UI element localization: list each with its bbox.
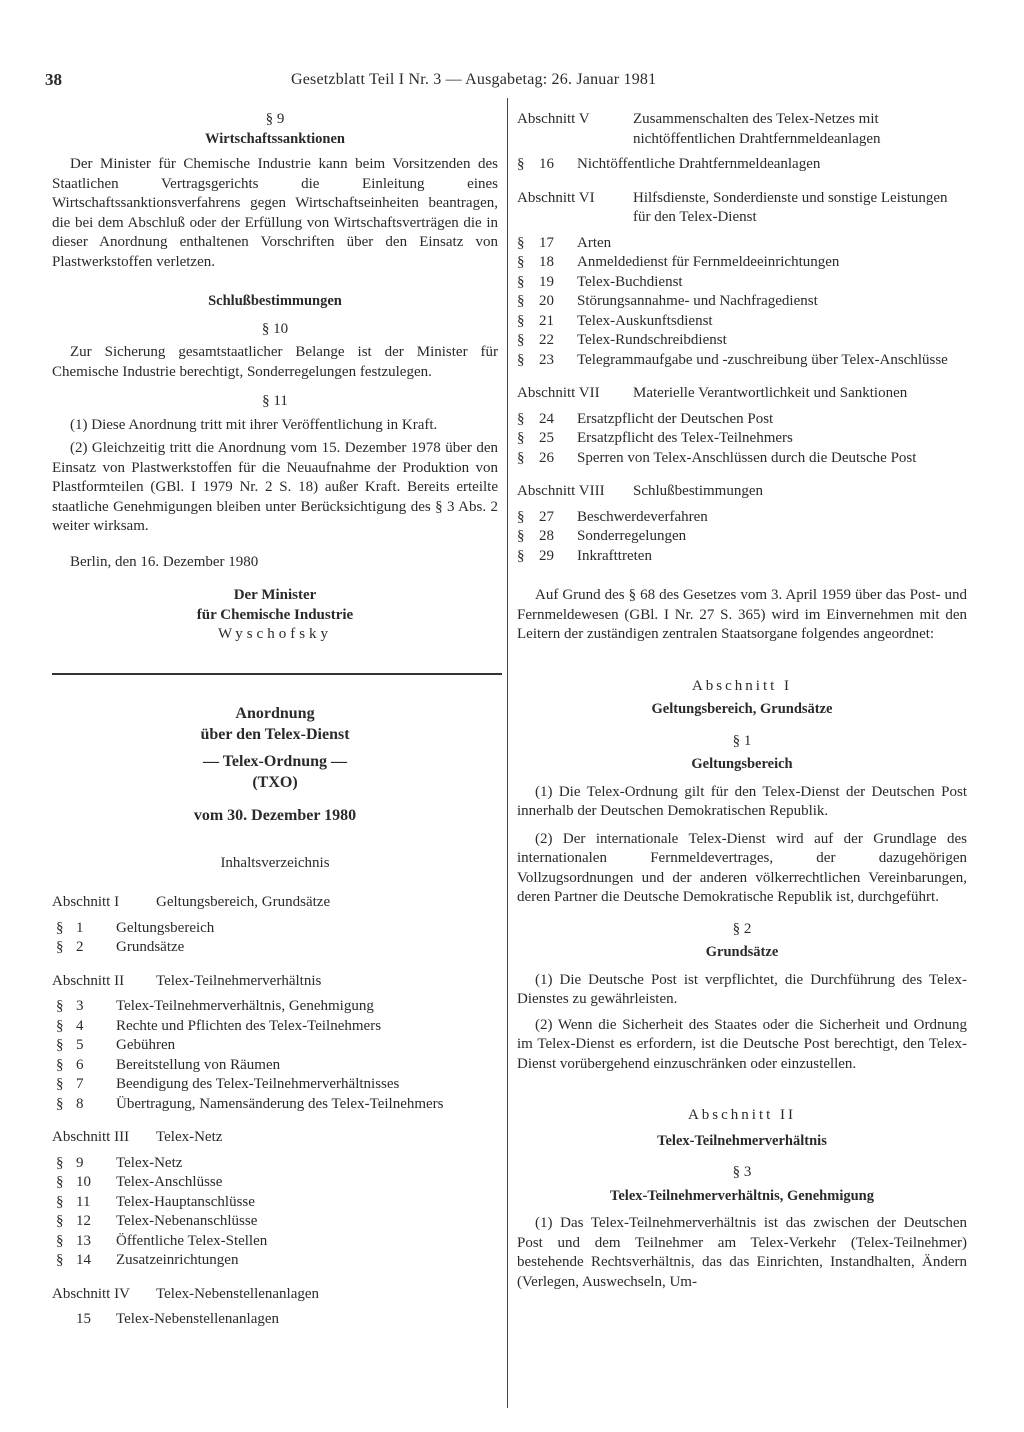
para-2-subsection-2: (2) Wenn die Sicherheit des Staates oder die Sicherheit und Ordnung im Telex-Dienst es erfordern, ist die Deutsche Post berechtigt, den Telex-Dienst vorübergehend einzuschränken oder einzustellen.: [517, 1016, 967, 1072]
toc-entry-section-sign: §: [517, 430, 525, 446]
toc-section-title: Telex-Teilnehmerverhältnis: [156, 972, 322, 989]
para-1-subsection-2: (2) Der internationale Telex-Dienst wird auf der Grundlage des internationalen Fernmeldevertrages, der dazugehörigen Vollzugsordnungen und der anderen völkerrechtlichen Vereinbarungen, deren Partner die Deutsche Demokratische Republik ist, durchgeführt.: [517, 830, 967, 905]
toc-entry-title: Öffentliche Telex-Stellen: [116, 1232, 268, 1249]
toc-entry: [517, 234, 967, 254]
toc-entry: [517, 429, 967, 449]
toc-entry-number: 23: [539, 351, 554, 368]
toc-entry-number: 19: [539, 273, 554, 290]
toc-entry-title: Ersatzpflicht des Telex-Teilnehmers: [577, 430, 793, 446]
para-3-heading: Telex-Teilnehmerverhältnis, Genehmigung: [610, 1187, 874, 1204]
toc-section-label: Abschnitt VIII: [517, 483, 605, 499]
toc-entry-title: Telex-Rundschreibdienst: [577, 332, 727, 348]
toc-entry-section-sign: §: [56, 998, 64, 1014]
toc-entry-section-sign: §: [517, 332, 525, 348]
toc-entry: [517, 331, 967, 351]
section-9-heading: Wirtschaftssanktionen: [205, 130, 345, 147]
toc-section-label: Abschnitt V: [517, 111, 590, 127]
toc-section-label: Abschnitt III: [52, 1129, 130, 1145]
toc-entry-section-sign: §: [517, 273, 525, 290]
toc-section-title: Schlußbestimmungen: [633, 483, 763, 499]
toc-entry-section-sign: §: [517, 410, 525, 427]
toc-entry-section-sign: §: [56, 1095, 64, 1112]
place-date: Berlin, den 16. Dezember 1980: [70, 553, 259, 570]
toc-entry-title: Arten: [577, 234, 612, 251]
toc-section-title: Zusammenschalten des Telex-Netzes mit nichtöffentlichen Drahtfernmeldeanlagen: [633, 111, 881, 147]
toc-entry: [517, 410, 967, 430]
toc-entry: [517, 547, 967, 567]
toc-section-title: Materielle Verantwortlichkeit und Sanktionen: [633, 385, 908, 401]
toc-entry: [517, 351, 967, 371]
toc-entry-number: 20: [539, 293, 554, 309]
toc-entry: [52, 938, 498, 958]
toc-entry-title: Telex-Nebenanschlüsse: [116, 1213, 258, 1229]
toc-entry-section-sign: §: [56, 1017, 64, 1034]
toc-section-heading: [517, 110, 967, 149]
toc-entry: [52, 1056, 498, 1076]
toc-entry-number: 11: [76, 1193, 91, 1210]
para-2-subsection-1: (1) Die Deutsche Post ist verpflichtet, die Durchführung des Telex-Dienstes zu gewährleisten.: [517, 971, 967, 1007]
toc-entry-number: 6: [76, 1056, 84, 1073]
toc-entry: [517, 449, 967, 469]
toc-entry-title: Geltungsbereich: [116, 919, 215, 936]
toc-entry-title: Übertragung, Namensänderung des Telex-Teilnehmers: [116, 1095, 444, 1112]
toc-entry: [517, 273, 967, 293]
toc-entry-section-sign: [52, 1310, 76, 1330]
document-title-3: — Telex-Ordnung —: [202, 752, 348, 770]
toc-entry-title: Rechte und Pflichten des Telex-Teilnehmers: [116, 1017, 382, 1034]
toc-entry-number: 25: [539, 430, 554, 446]
para-3-sign: § 3: [732, 1164, 752, 1180]
toc-entry-title: Telegrammaufgabe und -zuschreibung über Telex-Anschlüsse: [577, 351, 948, 368]
toc-entry: [52, 1036, 498, 1056]
section-10-sign: § 10: [261, 320, 289, 337]
toc-entry: [517, 292, 967, 312]
toc-section-heading: [52, 1285, 498, 1305]
toc-entry-number: 29: [539, 547, 554, 564]
page-number: 38: [45, 70, 62, 89]
toc-entry-section-sign: §: [517, 449, 525, 466]
table-of-contents-right: [517, 110, 967, 566]
page-header: [45, 70, 705, 94]
table-of-contents-left: [52, 893, 498, 1330]
toc-entry-number: 24: [539, 410, 554, 427]
section-11-sign: § 11: [262, 393, 288, 409]
section-11-paragraph-1: (1) Diese Anordnung tritt mit ihrer Veröffentlichung in Kraft.: [70, 416, 438, 433]
toc-entry: [517, 508, 967, 528]
toc-section-title: Hilfsdienste, Sonderdienste und sonstige Leistungen für den Telex-Dienst: [633, 189, 948, 225]
toc-entry-title: Gebühren: [116, 1037, 176, 1053]
toc-section-label: Abschnitt I: [52, 894, 120, 910]
toc-entry-number: 3: [76, 998, 84, 1014]
document-title-1: Anordnung: [235, 704, 315, 722]
para-1-heading: Geltungsbereich: [691, 756, 793, 772]
toc-entry: [52, 1193, 498, 1213]
toc-entry-section-sign: §: [517, 156, 525, 172]
toc-entry-number: 7: [76, 1076, 84, 1092]
toc-entry-number: 4: [76, 1017, 84, 1034]
toc-entry-number: 14: [76, 1252, 91, 1268]
signer-title-line-1: Der Minister: [233, 587, 317, 603]
section-I-label: Abschnitt I: [691, 677, 793, 694]
toc-entry-title: Sperren von Telex-Anschlüssen durch die Deutsche Post: [577, 449, 917, 466]
para-2-heading: Grundsätze: [705, 944, 779, 960]
toc-entry: [52, 1212, 498, 1232]
right-column: [517, 110, 967, 1292]
toc-entry: [517, 527, 967, 547]
toc-entry-title: Anmeldedienst für Fernmeldeeinrichtungen: [577, 254, 840, 270]
toc-entry-title: Sonderregelungen: [577, 528, 687, 544]
toc-entry-number: 15: [76, 1311, 91, 1327]
toc-section-heading: [52, 893, 498, 913]
signer-name: Wyschofsky: [217, 626, 333, 642]
toc-section-label: Abschnitt II: [52, 972, 125, 989]
toc-section-title: Geltungsbereich, Grundsätze: [156, 894, 331, 910]
toc-entry-number: 2: [76, 939, 84, 955]
toc-entry-title: Telex-Buchdienst: [577, 273, 683, 290]
toc-entry-number: 10: [76, 1174, 91, 1190]
toc-entry-title: Nichtöffentliche Drahtfernmeldeanlagen: [577, 156, 821, 172]
column-divider: [507, 98, 508, 1408]
toc-entry-title: Telex-Anschlüsse: [116, 1174, 223, 1190]
para-1-subsection-1: (1) Die Telex-Ordnung gilt für den Telex-Dienst der Deutschen Post innerhalb der Deutschen Demokratischen Republik.: [517, 783, 967, 819]
toc-entry-number: 1: [76, 919, 84, 936]
toc-entry-title: Beendigung des Telex-Teilnehmerverhältnisses: [116, 1076, 400, 1092]
toc-entry-section-sign: §: [56, 1154, 64, 1171]
toc-entry-section-sign: §: [56, 1252, 64, 1268]
toc-section-heading: [517, 384, 967, 404]
toc-entry-section-sign: §: [517, 312, 525, 329]
toc-entry: [517, 312, 967, 332]
toc-entry-section-sign: §: [517, 254, 525, 270]
toc-title: Inhaltsverzeichnis: [220, 854, 330, 871]
preamble: Auf Grund des § 68 des Gesetzes vom 3. April 1959 über das Post- und Fernmeldewesen (GBl. I Nr. 27 S. 365) wird im Einvernehmen mit den Leitern der zuständigen zentralen Staatsorgane folgendes angeordnet:: [517, 587, 967, 642]
toc-entry-section-sign: §: [56, 1056, 64, 1073]
toc-entry-section-sign: §: [56, 1174, 64, 1190]
toc-section-label: Abschnitt IV: [52, 1285, 130, 1302]
toc-entry-title: Beschwerdeverfahren: [577, 508, 708, 525]
toc-entry-number: 26: [539, 449, 554, 466]
toc-entry-title: Störungsannahme- und Nachfragedienst: [577, 293, 818, 309]
toc-entry-number: 13: [76, 1232, 91, 1249]
toc-entry-title: Ersatzpflicht der Deutschen Post: [577, 410, 774, 427]
toc-entry-section-sign: §: [517, 528, 525, 544]
section-II-label: Abschnitt II: [687, 1107, 797, 1123]
toc-entry-title: Zusatzeinrichtungen: [116, 1252, 239, 1268]
final-provisions-heading: Schlußbestimmungen: [208, 293, 342, 309]
toc-entry-title: Inkrafttreten: [577, 547, 652, 564]
toc-entry-number: 22: [539, 332, 554, 348]
left-column: [52, 110, 498, 1330]
toc-section-heading: [52, 972, 498, 992]
toc-entry-section-sign: §: [56, 1213, 64, 1229]
toc-entry-number: 5: [76, 1037, 84, 1053]
toc-entry: [52, 1075, 498, 1095]
toc-entry: [517, 253, 967, 273]
section-II-title: Telex-Teilnehmerverhältnis: [657, 1132, 827, 1149]
section-10-text: Zur Sicherung gesamtstaatlicher Belange ist der Minister für Chemische Industrie berechtigt, Sonderregelungen festzulegen.: [52, 344, 498, 380]
para-2-sign: § 2: [732, 920, 752, 937]
toc-entry-section-sign: §: [517, 547, 525, 564]
gazette-title: Gesetzblatt Teil I Nr. 3 — Ausgabetag: 26. Januar 1981: [291, 71, 657, 88]
section-9-sign: § 9: [265, 111, 285, 127]
toc-entry: [52, 1310, 498, 1330]
toc-section-title: Telex-Nebenstellenanlagen: [156, 1285, 320, 1302]
toc-entry: [52, 1095, 498, 1115]
toc-entry-number: 18: [539, 254, 554, 270]
toc-section-title: Telex-Netz: [156, 1129, 223, 1145]
para-1-sign: § 1: [732, 732, 752, 749]
toc-entry-section-sign: §: [56, 1037, 64, 1053]
toc-entry-section-sign: §: [517, 234, 525, 251]
toc-entry-number: 16: [539, 156, 554, 172]
document-date: vom 30. Dezember 1980: [193, 806, 357, 824]
toc-entry-section-sign: §: [56, 1193, 64, 1210]
toc-entry-section-sign: §: [56, 1076, 64, 1092]
toc-entry-title: Telex-Teilnehmerverhältnis, Genehmigung: [116, 998, 374, 1014]
toc-entry: [52, 1017, 498, 1037]
section-11-paragraph-2: (2) Gleichzeitig tritt die Anordnung vom 15. Dezember 1978 über den Einsatz von Plastwerkstoffen für die Neuaufnahme der Produktion von Plastformteilen (GBl. I 1979 Nr. 2 S. 18) außer Kraft. Bereits erteilte staatliche Genehmigungen bleiben unter Berücksichtigung des § 3 Abs. 2 weiter wirksam.: [52, 440, 498, 534]
toc-entry-title: Telex-Netz: [116, 1154, 183, 1171]
toc-entry-title: Telex-Hauptanschlüsse: [116, 1193, 255, 1210]
toc-entry-title: Telex-Auskunftsdienst: [577, 312, 713, 329]
toc-entry-section-sign: §: [56, 939, 64, 955]
section-9-text: Der Minister für Chemische Industrie kann beim Vorsitzenden des Staatlichen Vertragsgerichts die Einleitung eines Wirtschaftssanktionsverfahrens gegen Wirtschaftseinheiten beantragen, die bei dem Abschluß oder der Erfüllung von Wirtschaftsverträgen die in dieser Anordnung enthaltenen Vorschriften über den Einsatz von Plastwerkstoffen verletzen.: [52, 156, 498, 270]
toc-entry-title: Grundsätze: [116, 939, 185, 955]
toc-entry: [517, 155, 967, 175]
toc-section-heading: [52, 1128, 498, 1148]
toc-entry-section-sign: §: [517, 293, 525, 309]
toc-entry-number: 9: [76, 1154, 84, 1171]
toc-entry-number: 12: [76, 1213, 91, 1229]
toc-entry: [52, 997, 498, 1017]
toc-entry-title: Bereitstellung von Räumen: [116, 1056, 281, 1073]
toc-entry-number: 21: [539, 312, 554, 329]
toc-section-heading: [517, 189, 967, 228]
toc-entry: [52, 1173, 498, 1193]
toc-entry-section-sign: §: [517, 351, 525, 368]
toc-section-heading: [517, 482, 967, 502]
toc-entry: [52, 1232, 498, 1252]
para-3-subsection-1: (1) Das Telex-Teilnehmerverhältnis ist das zwischen der Deutschen Post und dem Teilnehmer am Telex-Verkehr (Telex-Teilnehmer) bestehende Rechtsverhältnis, das das Einrichten, Instandhalten, Ändern (Verlegen, Auswechseln, Um-: [517, 1215, 967, 1290]
toc-entry-number: 8: [76, 1095, 84, 1112]
toc-entry-title: Telex-Nebenstellenanlagen: [116, 1311, 280, 1327]
toc-entry-number: 28: [539, 528, 554, 544]
toc-section-label: Abschnitt VII: [517, 385, 600, 401]
signer-title-line-2: für Chemische Industrie: [196, 606, 354, 623]
toc-section-label: Abschnitt VI: [517, 189, 595, 206]
toc-entry-section-sign: §: [517, 508, 525, 525]
toc-entry: [52, 1251, 498, 1271]
toc-entry: [52, 919, 498, 939]
toc-entry-number: 27: [539, 508, 554, 525]
toc-entry-section-sign: §: [56, 1232, 64, 1249]
section-I-title: Geltungsbereich, Grundsätze: [651, 701, 833, 717]
document-title-4: (TXO): [252, 773, 298, 791]
toc-entry-section-sign: §: [56, 919, 64, 936]
document-title-2: über den Telex-Dienst: [200, 725, 350, 743]
toc-entry: [52, 1154, 498, 1174]
toc-entry-number: 17: [539, 234, 554, 251]
